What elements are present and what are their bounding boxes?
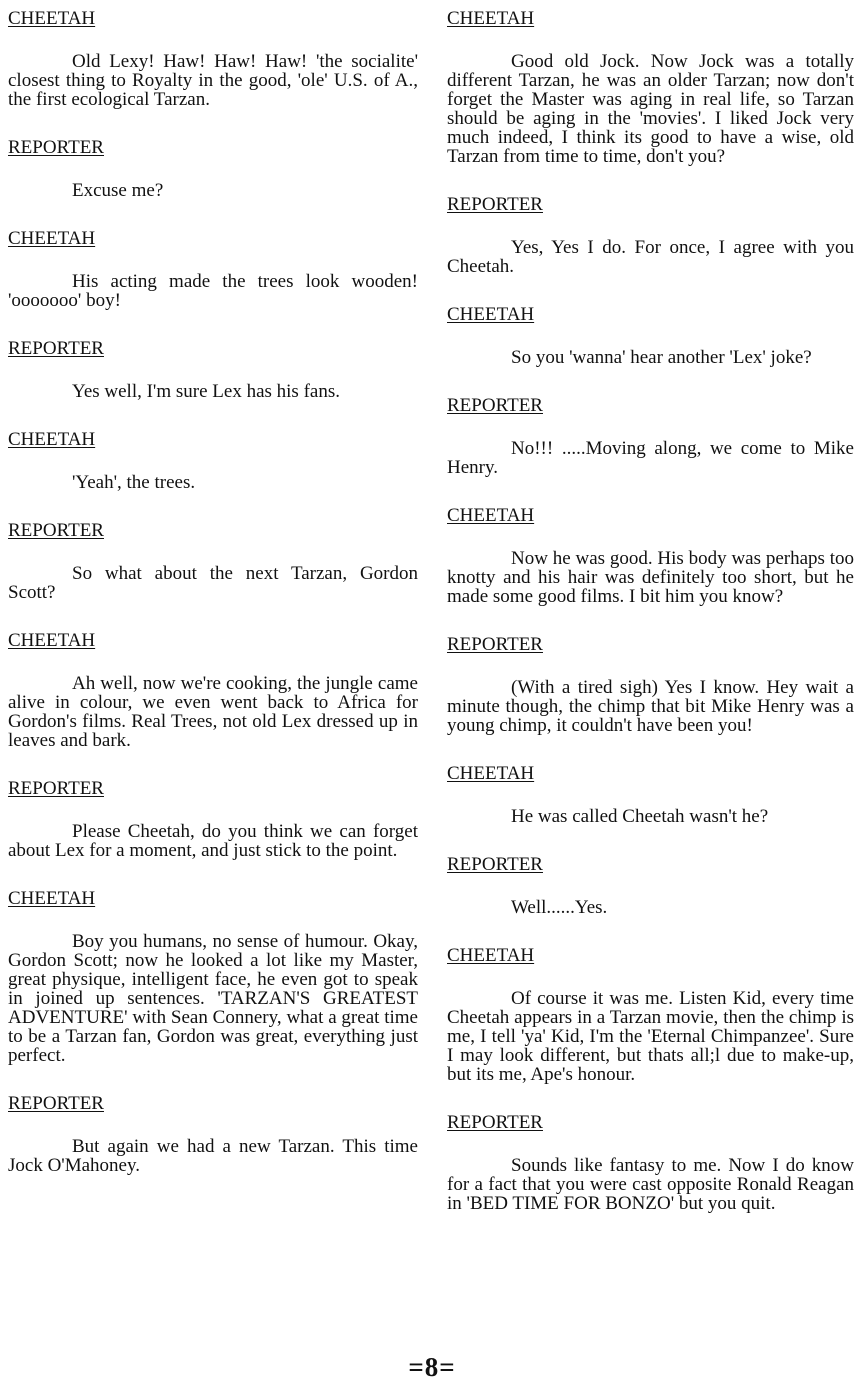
speech-text: Well......Yes. [511, 897, 608, 918]
dialogue-entry [8, 1085, 418, 1175]
speech-text: But again we had a new Tarzan. This time Jock O'Mahoney. [8, 1136, 418, 1176]
dialogue-entry [8, 330, 418, 401]
speech-text: So what about the next Tarzan, Gordon Scott? [8, 563, 418, 603]
speech-text: No!!! .....Moving along, we come to Mike Henry. [447, 438, 854, 478]
dialogue-entry [447, 755, 854, 826]
speech-text: So you 'wanna' hear another 'Lex' joke? [511, 347, 812, 368]
speaker-name: REPORTER [8, 1093, 104, 1114]
page-number: =8= [408, 1352, 456, 1382]
speech-text: Excuse me? [72, 180, 164, 201]
speaker-name: REPORTER [447, 1112, 543, 1133]
speech-text: Yes, Yes I do. For once, I agree with you Cheetah. [447, 237, 854, 277]
dialogue-entry [447, 387, 854, 477]
speech-text: (With a tired sigh) Yes I know. Hey wait a minute though, the chimp that bit Mike Henry was a young chimp, it couldn't have been you! [447, 677, 854, 736]
speaker-name: CHEETAH [447, 8, 535, 29]
speaker-name: CHEETAH [447, 304, 535, 325]
speaker-name: REPORTER [8, 137, 104, 158]
dialogue-entry [447, 296, 854, 367]
dialogue-entry [8, 0, 418, 109]
speech-text: Now he was good. His body was perhaps too knotty and his hair was definitely too short, but he made some good films. I bit him you know? [447, 548, 854, 607]
right-column [447, 0, 854, 1233]
speaker-name: CHEETAH [447, 763, 535, 784]
speech-text: Of course it was me. Listen Kid, every time Cheetah appears in a Tarzan movie, then the chimp is me, I tell 'ya' Kid, I'm the 'Eternal Chimpanzee'. Sure I may look different, but thats all;l due to make-up, but its me, Ape's honour. [447, 988, 854, 1085]
dialogue-entry [447, 1104, 854, 1213]
speaker-name: REPORTER [8, 778, 104, 799]
speech-text: He was called Cheetah wasn't he? [511, 806, 769, 827]
speaker-name: CHEETAH [447, 505, 535, 526]
speech-text: Sounds like fantasy to me. Now I do know for a fact that you were cast opposite Ronald Reagan in 'BED TIME FOR BONZO' but you quit. [447, 1155, 854, 1214]
dialogue-entry [8, 770, 418, 860]
left-column [8, 0, 418, 1195]
speaker-name: REPORTER [447, 854, 543, 875]
speaker-name: REPORTER [8, 520, 104, 541]
dialogue-entry [8, 220, 418, 310]
speaker-name: CHEETAH [8, 630, 96, 651]
speech-text: Ah well, now we're cooking, the jungle came alive in colour, we even went back to Africa for Gordon's films. Real Trees, not old Lex dressed up in leaves and bark. [8, 673, 418, 751]
speaker-name: CHEETAH [447, 945, 535, 966]
speech-text: Good old Jock. Now Jock was a totally different Tarzan, he was an older Tarzan; now don't forget the Master was aging in real life, so Tarzan should be aging in the 'movies'. I liked Jock very much indeed, I think its good to have a wise, old Tarzan from time to time, don't you? [447, 51, 854, 167]
dialogue-entry [8, 880, 418, 1065]
speech-text: Boy you humans, no sense of humour. Okay, Gordon Scott; now he looked a lot like my Master, great physique, intelligent face, he even got to speak in joined up sentences. 'TARZAN'S GREATEST ADVENTURE' with Sean Connery, what a great time to be a Tarzan fan, Gordon was great, everything just perfect. [8, 931, 418, 1066]
dialogue-entry [447, 186, 854, 276]
dialogue-entry [447, 497, 854, 606]
dialogue-entry [447, 937, 854, 1084]
dialogue-entry [447, 846, 854, 917]
speaker-name: CHEETAH [8, 8, 96, 29]
dialogue-entry [447, 626, 854, 735]
speaker-name: REPORTER [447, 194, 543, 215]
dialogue-entry [8, 622, 418, 750]
speaker-name: REPORTER [447, 395, 543, 416]
speech-text: Please Cheetah, do you think we can forget about Lex for a moment, and just stick to the point. [8, 821, 418, 861]
speech-text: Old Lexy! Haw! Haw! Haw! 'the socialite' closest thing to Royalty in the good, 'ole' U.S. of A., the first ecological Tarzan. [8, 51, 418, 110]
dialogue-entry [8, 129, 418, 200]
dialogue-entry [8, 421, 418, 492]
speaker-name: REPORTER [447, 634, 543, 655]
dialogue-entry [447, 0, 854, 166]
speech-text: 'Yeah', the trees. [72, 472, 196, 493]
speaker-name: CHEETAH [8, 888, 96, 909]
speech-text: Yes well, I'm sure Lex has his fans. [72, 381, 340, 402]
dialogue-entry [8, 512, 418, 602]
speaker-name: REPORTER [8, 338, 104, 359]
speaker-name: CHEETAH [8, 429, 96, 450]
speaker-name: CHEETAH [8, 228, 96, 249]
speech-text: His acting made the trees look wooden! 'ooooooo' boy! [8, 271, 418, 311]
